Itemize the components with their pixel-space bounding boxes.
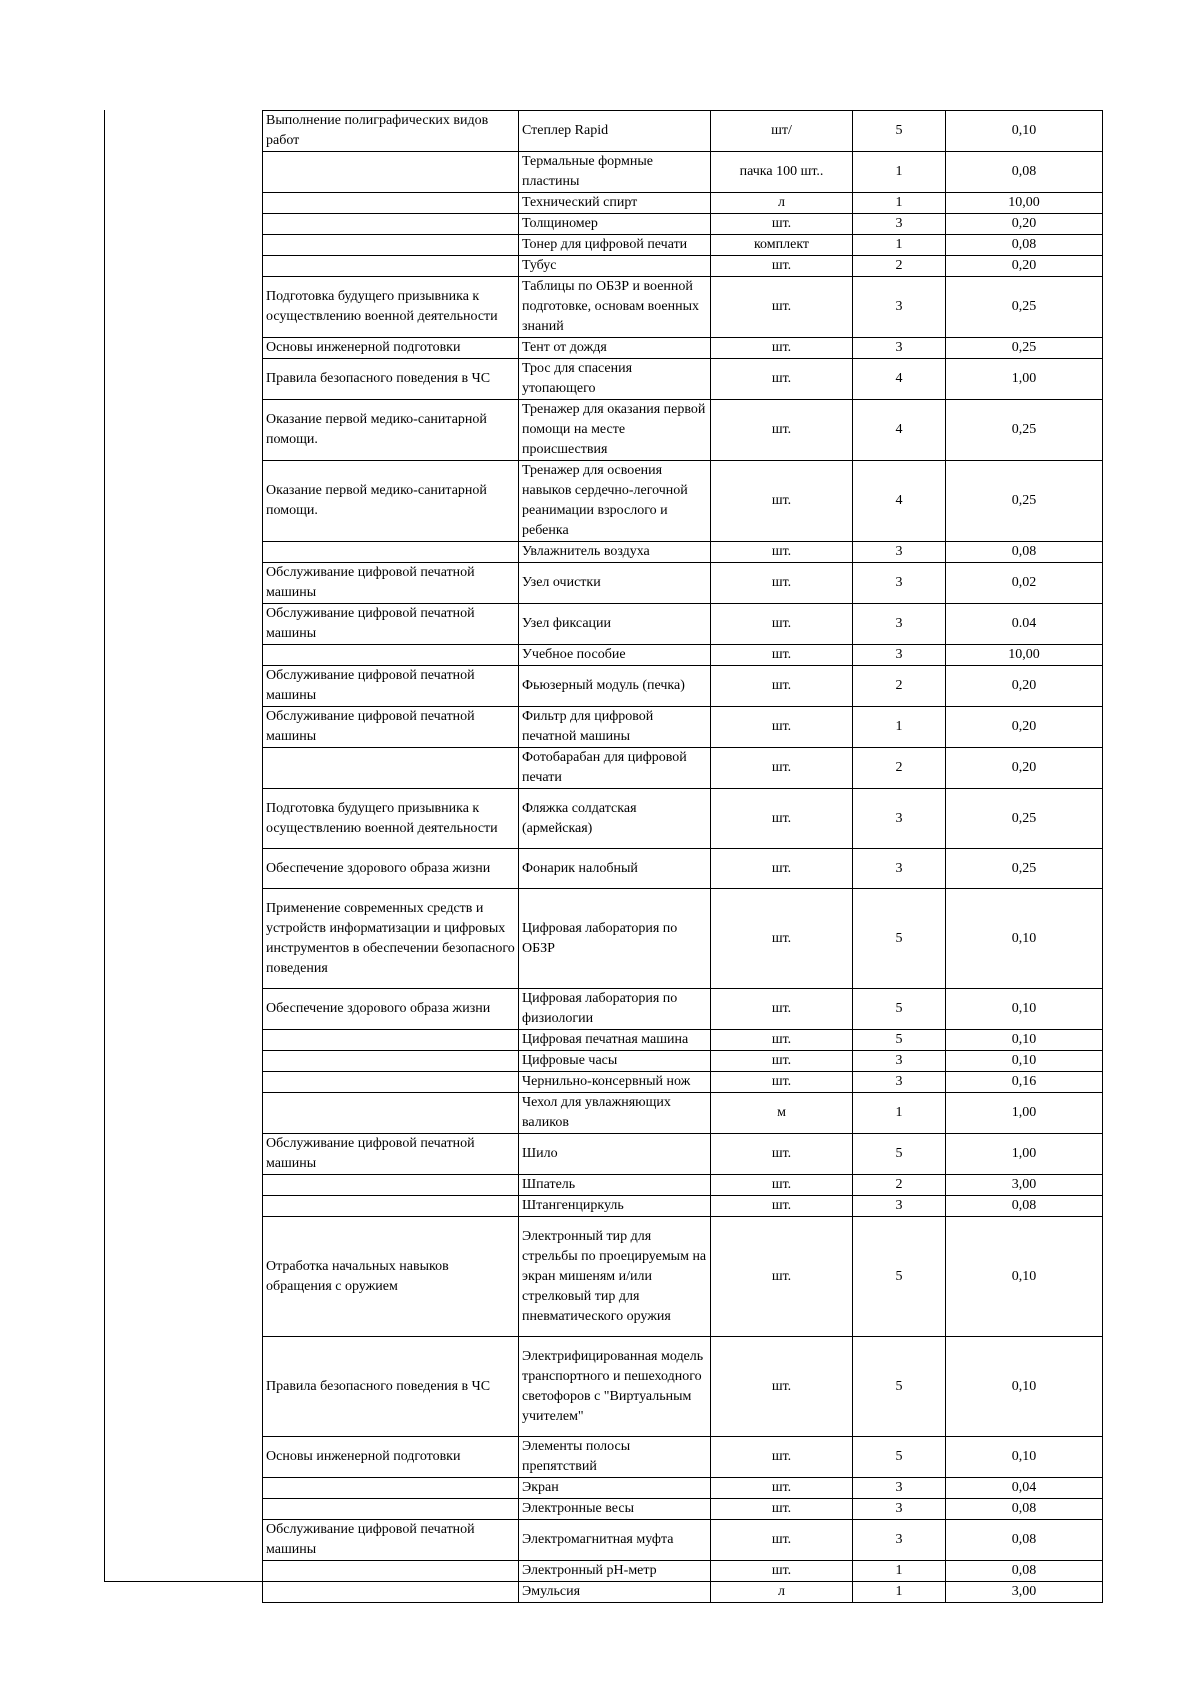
table-row [263, 193, 1103, 214]
cell-category: Правила безопасного поведения в ЧС [263, 359, 519, 400]
table-row [263, 1175, 1103, 1196]
cell-coefficient: 1,00 [946, 1093, 1103, 1134]
table-row [263, 277, 1103, 338]
table-row [263, 563, 1103, 604]
table-row [263, 152, 1103, 193]
equipment-table [262, 110, 1103, 1603]
cell-coefficient: 0,08 [946, 542, 1103, 563]
cell-category: Обеспечение здорового образа жизни [263, 849, 519, 889]
cell-coefficient: 10,00 [946, 645, 1103, 666]
cell-coefficient: 0,20 [946, 214, 1103, 235]
table-row [263, 1437, 1103, 1478]
table-row [263, 989, 1103, 1030]
table-row [263, 1582, 1103, 1603]
cell-category [263, 1561, 519, 1582]
cell-quantity: 3 [853, 214, 946, 235]
cell-category [263, 256, 519, 277]
cell-category: Обслуживание цифровой печатной машины [263, 707, 519, 748]
cell-item: Технический спирт [519, 193, 711, 214]
cell-coefficient: 0,08 [946, 235, 1103, 256]
table-row [263, 1337, 1103, 1437]
cell-coefficient: 0,25 [946, 338, 1103, 359]
cell-unit: шт. [711, 1561, 853, 1582]
cell-item: Шпатель [519, 1175, 711, 1196]
cell-item: Экран [519, 1478, 711, 1499]
table-row [263, 1478, 1103, 1499]
cell-unit: пачка 100 шт.. [711, 152, 853, 193]
cell-category [263, 645, 519, 666]
cell-quantity: 5 [853, 1030, 946, 1051]
cell-category: Выполнение полиграфических видов работ [263, 111, 519, 152]
cell-item: Электромагнитная муфта [519, 1520, 711, 1561]
cell-item: Элементы полосы препятствий [519, 1437, 711, 1478]
cell-coefficient: 0,20 [946, 666, 1103, 707]
cell-item: Фильтр для цифровой печатной машины [519, 707, 711, 748]
cell-quantity: 3 [853, 1520, 946, 1561]
cell-category: Обеспечение здорового образа жизни [263, 989, 519, 1030]
cell-item: Цифровая печатная машина [519, 1030, 711, 1051]
cell-quantity: 2 [853, 666, 946, 707]
cell-coefficient: 1,00 [946, 359, 1103, 400]
table-row [263, 1051, 1103, 1072]
table-row [263, 1520, 1103, 1561]
cell-unit: м [711, 1093, 853, 1134]
cell-unit: шт. [711, 989, 853, 1030]
cell-coefficient: 0,25 [946, 400, 1103, 461]
cell-unit: шт. [711, 707, 853, 748]
table-row [263, 1499, 1103, 1520]
cell-category [263, 235, 519, 256]
cell-unit: шт. [711, 1499, 853, 1520]
cell-item: Шило [519, 1134, 711, 1175]
cell-category: Отработка начальных навыков обращения с оружием [263, 1217, 519, 1337]
table-row [263, 1196, 1103, 1217]
table-row [263, 400, 1103, 461]
cell-quantity: 5 [853, 1217, 946, 1337]
cell-coefficient: 0,10 [946, 889, 1103, 989]
cell-category: Обслуживание цифровой печатной машины [263, 563, 519, 604]
cell-category [263, 1030, 519, 1051]
cell-coefficient: 3,00 [946, 1582, 1103, 1603]
cell-coefficient: 0,25 [946, 849, 1103, 889]
cell-category: Оказание первой медико-санитарной помощи. [263, 461, 519, 542]
table-row [263, 1134, 1103, 1175]
cell-unit: шт. [711, 849, 853, 889]
cell-quantity: 1 [853, 1093, 946, 1134]
cell-unit: шт. [711, 277, 853, 338]
cell-coefficient: 0,20 [946, 707, 1103, 748]
cell-category: Оказание первой медико-санитарной помощи. [263, 400, 519, 461]
cell-unit: комплект [711, 235, 853, 256]
cell-item: Электронный тир для стрельбы по проецируемым на экран мишеням и/или стрелковый тир для пневматического оружия [519, 1217, 711, 1337]
cell-quantity: 3 [853, 277, 946, 338]
cell-category [263, 748, 519, 789]
cell-quantity: 5 [853, 889, 946, 989]
cell-coefficient: 0,20 [946, 748, 1103, 789]
cell-item: Тент от дождя [519, 338, 711, 359]
cell-item: Электронные весы [519, 1499, 711, 1520]
cell-coefficient: 0,08 [946, 1499, 1103, 1520]
cell-coefficient: 10,00 [946, 193, 1103, 214]
cell-coefficient: 1,00 [946, 1134, 1103, 1175]
cell-quantity: 2 [853, 1175, 946, 1196]
cell-coefficient: 0,04 [946, 1478, 1103, 1499]
cell-quantity: 3 [853, 1478, 946, 1499]
cell-unit: шт. [711, 889, 853, 989]
cell-category [263, 1093, 519, 1134]
cell-coefficient: 0,10 [946, 1337, 1103, 1437]
cell-unit: шт. [711, 461, 853, 542]
table-row [263, 1072, 1103, 1093]
cell-unit: шт. [711, 1030, 853, 1051]
cell-item: Электронный pH-метр [519, 1561, 711, 1582]
table-row [263, 666, 1103, 707]
cell-category [263, 542, 519, 563]
cell-unit: шт. [711, 1072, 853, 1093]
cell-quantity: 3 [853, 849, 946, 889]
cell-category [263, 152, 519, 193]
cell-item: Трос для спасения утопающего [519, 359, 711, 400]
cell-coefficient: 0,10 [946, 1217, 1103, 1337]
cell-quantity: 1 [853, 152, 946, 193]
cell-unit: шт. [711, 1134, 853, 1175]
outer-table-left-border [104, 110, 105, 1582]
cell-quantity: 5 [853, 111, 946, 152]
cell-unit: шт. [711, 789, 853, 849]
cell-coefficient: 0.04 [946, 604, 1103, 645]
cell-quantity: 3 [853, 645, 946, 666]
cell-quantity: 3 [853, 1051, 946, 1072]
cell-unit: шт. [711, 645, 853, 666]
cell-quantity: 4 [853, 359, 946, 400]
table-row [263, 1030, 1103, 1051]
cell-category: Правила безопасного поведения в ЧС [263, 1337, 519, 1437]
cell-quantity: 5 [853, 989, 946, 1030]
cell-quantity: 4 [853, 461, 946, 542]
cell-item: Тонер для цифровой печати [519, 235, 711, 256]
cell-item: Цифровая лаборатория по физиологии [519, 989, 711, 1030]
table-row [263, 542, 1103, 563]
cell-item: Учебное пособие [519, 645, 711, 666]
cell-quantity: 2 [853, 748, 946, 789]
cell-item: Термальные формные пластины [519, 152, 711, 193]
table-row [263, 789, 1103, 849]
cell-coefficient: 0,20 [946, 256, 1103, 277]
cell-item: Чехол для увлажняющих валиков [519, 1093, 711, 1134]
cell-category [263, 1499, 519, 1520]
cell-item: Толщиномер [519, 214, 711, 235]
cell-unit: шт. [711, 1478, 853, 1499]
cell-quantity: 5 [853, 1437, 946, 1478]
cell-unit: шт. [711, 748, 853, 789]
cell-category [263, 1072, 519, 1093]
cell-unit: шт. [711, 1217, 853, 1337]
cell-unit: шт. [711, 214, 853, 235]
table-row [263, 1217, 1103, 1337]
table-row [263, 214, 1103, 235]
cell-quantity: 3 [853, 563, 946, 604]
cell-category: Подготовка будущего призывника к осуществлению военной деятельности [263, 277, 519, 338]
table-row [263, 338, 1103, 359]
cell-category [263, 1196, 519, 1217]
cell-quantity: 5 [853, 1337, 946, 1437]
cell-unit: шт. [711, 604, 853, 645]
table-row [263, 256, 1103, 277]
cell-coefficient: 0,10 [946, 1030, 1103, 1051]
cell-quantity: 2 [853, 256, 946, 277]
cell-category [263, 1051, 519, 1072]
table-row [263, 748, 1103, 789]
cell-category: Обслуживание цифровой печатной машины [263, 1134, 519, 1175]
cell-item: Фотобарабан для цифровой печати [519, 748, 711, 789]
cell-coefficient: 0,08 [946, 1520, 1103, 1561]
cell-item: Чернильно-консервный нож [519, 1072, 711, 1093]
table-row [263, 1093, 1103, 1134]
cell-coefficient: 0,08 [946, 1561, 1103, 1582]
cell-coefficient: 0,08 [946, 152, 1103, 193]
cell-coefficient: 3,00 [946, 1175, 1103, 1196]
cell-item: Цифровые часы [519, 1051, 711, 1072]
cell-item: Тубус [519, 256, 711, 277]
cell-item: Степлер Rapid [519, 111, 711, 152]
cell-unit: шт. [711, 1437, 853, 1478]
cell-unit: шт. [711, 1520, 853, 1561]
outer-table-bottom-border [104, 1581, 262, 1582]
cell-unit: шт. [711, 1175, 853, 1196]
cell-item: Узел фиксации [519, 604, 711, 645]
cell-unit: шт. [711, 666, 853, 707]
cell-coefficient: 0,10 [946, 111, 1103, 152]
cell-category: Обслуживание цифровой печатной машины [263, 1520, 519, 1561]
cell-quantity: 3 [853, 338, 946, 359]
cell-unit: шт. [711, 400, 853, 461]
table-row [263, 889, 1103, 989]
cell-category [263, 1478, 519, 1499]
cell-unit: шт. [711, 542, 853, 563]
cell-unit: шт. [711, 256, 853, 277]
cell-unit: шт. [711, 1337, 853, 1437]
table-row [263, 645, 1103, 666]
cell-item: Узел очистки [519, 563, 711, 604]
cell-item: Фьюзерный модуль (печка) [519, 666, 711, 707]
cell-unit: шт. [711, 1051, 853, 1072]
cell-coefficient: 0,25 [946, 277, 1103, 338]
cell-category [263, 1175, 519, 1196]
cell-coefficient: 0,16 [946, 1072, 1103, 1093]
table-row [263, 359, 1103, 400]
cell-unit: л [711, 1582, 853, 1603]
cell-quantity: 3 [853, 542, 946, 563]
cell-quantity: 3 [853, 1499, 946, 1520]
cell-unit: шт. [711, 563, 853, 604]
cell-coefficient: 0,08 [946, 1196, 1103, 1217]
cell-item: Эмульсия [519, 1582, 711, 1603]
cell-item: Цифровая лаборатория по ОБЗР [519, 889, 711, 989]
cell-item: Фляжка солдатская (армейская) [519, 789, 711, 849]
cell-coefficient: 0,25 [946, 789, 1103, 849]
cell-unit: шт/ [711, 111, 853, 152]
cell-quantity: 1 [853, 193, 946, 214]
cell-category: Обслуживание цифровой печатной машины [263, 666, 519, 707]
table-row [263, 235, 1103, 256]
cell-item: Штангенциркуль [519, 1196, 711, 1217]
cell-coefficient: 0,25 [946, 461, 1103, 542]
cell-unit: шт. [711, 359, 853, 400]
cell-item: Таблицы по ОБЗР и военной подготовке, основам военных знаний [519, 277, 711, 338]
cell-unit: шт. [711, 1196, 853, 1217]
cell-category [263, 214, 519, 235]
cell-coefficient: 0,02 [946, 563, 1103, 604]
cell-coefficient: 0,10 [946, 1051, 1103, 1072]
cell-quantity: 1 [853, 707, 946, 748]
cell-quantity: 3 [853, 789, 946, 849]
cell-quantity: 1 [853, 235, 946, 256]
cell-category: Применение современных средств и устройств информатизации и цифровых инструментов в обеспечении безопасного поведения [263, 889, 519, 989]
cell-item: Тренажер для освоения навыков сердечно-легочной реанимации взрослого и ребенка [519, 461, 711, 542]
table-row [263, 604, 1103, 645]
cell-category: Основы инженерной подготовки [263, 1437, 519, 1478]
cell-item: Тренажер для оказания первой помощи на месте происшествия [519, 400, 711, 461]
cell-category: Подготовка будущего призывника к осуществлению военной деятельности [263, 789, 519, 849]
cell-unit: шт. [711, 338, 853, 359]
table-row [263, 111, 1103, 152]
table-row [263, 849, 1103, 889]
cell-quantity: 1 [853, 1582, 946, 1603]
cell-category [263, 193, 519, 214]
cell-quantity: 3 [853, 1196, 946, 1217]
cell-item: Увлажнитель воздуха [519, 542, 711, 563]
cell-quantity: 1 [853, 1561, 946, 1582]
cell-coefficient: 0,10 [946, 989, 1103, 1030]
table-row [263, 707, 1103, 748]
cell-category [263, 1582, 519, 1603]
cell-quantity: 3 [853, 604, 946, 645]
cell-item: Фонарик налобный [519, 849, 711, 889]
table-row [263, 461, 1103, 542]
cell-category: Обслуживание цифровой печатной машины [263, 604, 519, 645]
table-row [263, 1561, 1103, 1582]
cell-item: Электрифицированная модель транспортного и пешеходного светофоров с "Виртуальным учителем" [519, 1337, 711, 1437]
cell-coefficient: 0,10 [946, 1437, 1103, 1478]
cell-quantity: 3 [853, 1072, 946, 1093]
cell-category: Основы инженерной подготовки [263, 338, 519, 359]
cell-quantity: 4 [853, 400, 946, 461]
cell-quantity: 5 [853, 1134, 946, 1175]
cell-unit: л [711, 193, 853, 214]
